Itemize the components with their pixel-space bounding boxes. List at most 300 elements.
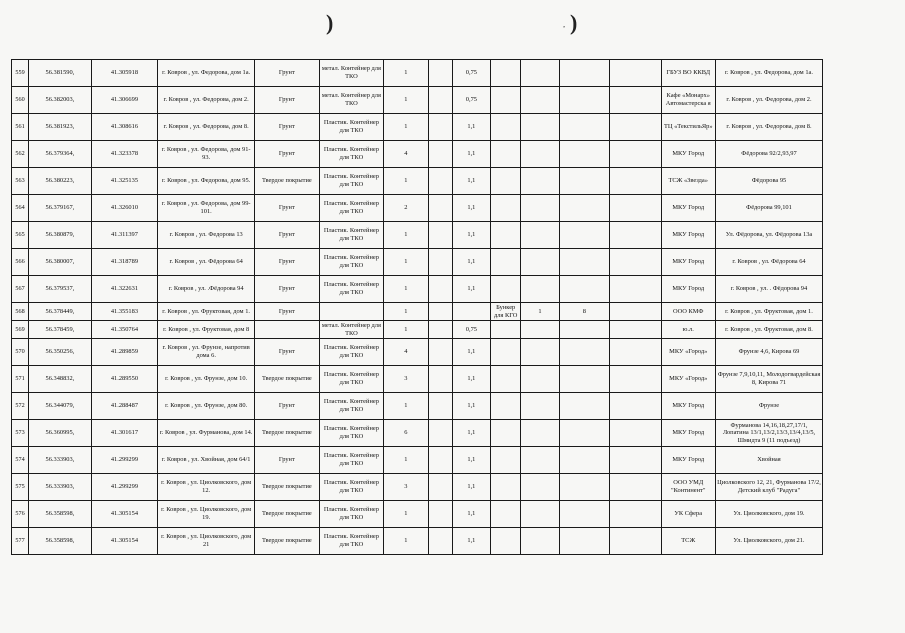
surface-cell: Твердое покрытие [255, 420, 320, 447]
container-type-cell: Пластик. Контейнер для ТКО [319, 393, 384, 420]
container-volume-cell: 1,1 [452, 249, 490, 276]
container-type-cell: Пластик. Контейнер для ТКО [319, 168, 384, 195]
table-row [12, 249, 823, 276]
container-volume-cell: 1,1 [452, 420, 490, 447]
waste-source-cell: Фрунзе 7,9,10,11, Молодогвардейская 8, Кирова 71 [715, 366, 822, 393]
address-cell: г. Ковров , ул. Федорова, дом 91-93. [158, 141, 255, 168]
empty-cell [610, 87, 661, 114]
empty-cell [428, 420, 452, 447]
empty-cell [610, 141, 661, 168]
longitude-cell: 41.299299 [91, 474, 158, 501]
empty-cell [610, 366, 661, 393]
container-volume-cell: 1,1 [452, 528, 490, 555]
owner-cell: ООО УМД "Континент" [661, 474, 715, 501]
surface-cell: Грунт [255, 141, 320, 168]
table-row [12, 87, 823, 114]
longitude-cell: 41.305154 [91, 528, 158, 555]
surface-cell [255, 321, 320, 339]
table-row [12, 168, 823, 195]
scan-mark-right: ) [570, 10, 578, 35]
bunker-type-cell [491, 222, 521, 249]
scan-mark-dot: ’ [563, 26, 565, 32]
container-volume-cell: 0,75 [452, 60, 490, 87]
bunker-count-cell [521, 366, 559, 393]
bunker-count-cell [521, 501, 559, 528]
empty-cell [428, 276, 452, 303]
container-count-cell: 3 [384, 474, 428, 501]
bunker-type-cell [491, 87, 521, 114]
bunker-type-cell [491, 528, 521, 555]
container-volume-cell [452, 303, 490, 321]
longitude-cell: 41.325135 [91, 168, 158, 195]
empty-cell [428, 366, 452, 393]
bunker-volume-cell [559, 168, 609, 195]
container-type-cell: Пластик. Контейнер для ТКО [319, 339, 384, 366]
address-cell: г. Ковров , ул. Фрунзе, дом 10. [158, 366, 255, 393]
table-row [12, 420, 823, 447]
longitude-cell: 41.318789 [91, 249, 158, 276]
latitude-cell: 56.379537, [29, 276, 92, 303]
surface-cell: Грунт [255, 339, 320, 366]
container-volume-cell: 1,1 [452, 276, 490, 303]
latitude-cell: 56.381923, [29, 114, 92, 141]
row-number: 576 [12, 501, 29, 528]
owner-cell: МКУ Город [661, 195, 715, 222]
owner-cell: МКУ Город [661, 276, 715, 303]
waste-source-cell: г. Ковров , ул. Фруктовая, дом 1. [715, 303, 822, 321]
row-number: 567 [12, 276, 29, 303]
bunker-volume-cell [559, 222, 609, 249]
latitude-cell: 56.380007, [29, 249, 92, 276]
container-count-cell: 1 [384, 303, 428, 321]
surface-cell: Грунт [255, 87, 320, 114]
longitude-cell: 41.308616 [91, 114, 158, 141]
waste-source-cell: Фёдорова 92/2,93,97 [715, 141, 822, 168]
empty-cell [610, 60, 661, 87]
latitude-cell: 56.380879, [29, 222, 92, 249]
empty-cell [610, 528, 661, 555]
surface-cell: Грунт [255, 249, 320, 276]
bunker-count-cell [521, 447, 559, 474]
container-volume-cell: 1,1 [452, 447, 490, 474]
empty-cell [610, 474, 661, 501]
table-row [12, 447, 823, 474]
waste-source-cell: Фёдорова 99,101 [715, 195, 822, 222]
empty-cell [610, 303, 661, 321]
bunker-type-cell [491, 276, 521, 303]
container-count-cell: 1 [384, 87, 428, 114]
address-cell: г. Ковров , ул. Федорова, дом 99-101. [158, 195, 255, 222]
empty-cell [610, 447, 661, 474]
container-type-cell: Пластик. Контейнер для ТКО [319, 249, 384, 276]
bunker-volume-cell: 8 [559, 303, 609, 321]
bunker-volume-cell [559, 321, 609, 339]
container-volume-cell: 1,1 [452, 141, 490, 168]
bunker-volume-cell [559, 474, 609, 501]
row-number: 563 [12, 168, 29, 195]
surface-cell: Грунт [255, 276, 320, 303]
address-cell: г. Ковров , ул. Фурманова, дом 14. [158, 420, 255, 447]
latitude-cell: 56.333903, [29, 474, 92, 501]
bunker-count-cell [521, 420, 559, 447]
bunker-volume-cell [559, 528, 609, 555]
owner-cell: ООО КМФ [661, 303, 715, 321]
waste-source-cell: Фёдорова 95 [715, 168, 822, 195]
empty-cell [610, 339, 661, 366]
longitude-cell: 41.299299 [91, 447, 158, 474]
container-type-cell: метал. Контейнер для ТКО [319, 87, 384, 114]
waste-source-cell: Фрунзе 4,6, Кирова 69 [715, 339, 822, 366]
longitude-cell: 41.288487 [91, 393, 158, 420]
bunker-count-cell [521, 276, 559, 303]
container-count-cell: 4 [384, 339, 428, 366]
container-count-cell: 1 [384, 528, 428, 555]
owner-cell: ТСЖ [661, 528, 715, 555]
latitude-cell: 56.378449, [29, 303, 92, 321]
bunker-volume-cell [559, 447, 609, 474]
latitude-cell: 56.344079, [29, 393, 92, 420]
container-volume-cell: 1,1 [452, 501, 490, 528]
latitude-cell: 56.350256, [29, 339, 92, 366]
address-cell: г. Ковров , ул. Фруктовая, дом 1. [158, 303, 255, 321]
latitude-cell: 56.378459, [29, 321, 92, 339]
empty-cell [428, 501, 452, 528]
container-volume-cell: 1,1 [452, 366, 490, 393]
row-number: 570 [12, 339, 29, 366]
container-type-cell: Пластик. Контейнер для ТКО [319, 447, 384, 474]
longitude-cell: 41.326010 [91, 195, 158, 222]
empty-cell [428, 87, 452, 114]
waste-source-cell: Хвойная [715, 447, 822, 474]
bunker-count-cell [521, 114, 559, 141]
bunker-type-cell [491, 141, 521, 168]
bunker-type-cell [491, 249, 521, 276]
waste-source-cell: г. Ковров , ул. Фёдорова 64 [715, 249, 822, 276]
container-volume-cell: 1,1 [452, 195, 490, 222]
longitude-cell: 41.289859 [91, 339, 158, 366]
table-row [12, 276, 823, 303]
bunker-volume-cell [559, 249, 609, 276]
waste-source-cell: Ул. Циолковского, дом 19. [715, 501, 822, 528]
empty-cell [610, 321, 661, 339]
address-cell: г. Ковров , ул. .Фёдорова 94 [158, 276, 255, 303]
waste-source-cell: г. Ковров , ул. Федорова, дом 1а. [715, 60, 822, 87]
surface-cell: Твердое покрытие [255, 168, 320, 195]
address-cell: г. Ковров , ул. Федорова, дом 2. [158, 87, 255, 114]
row-number: 569 [12, 321, 29, 339]
row-number: 575 [12, 474, 29, 501]
row-number: 573 [12, 420, 29, 447]
bunker-count-cell [521, 321, 559, 339]
empty-cell [428, 141, 452, 168]
row-number: 564 [12, 195, 29, 222]
address-cell: г. Ковров , ул. Фёдорова 64 [158, 249, 255, 276]
container-count-cell: 1 [384, 276, 428, 303]
waste-source-cell: Ул. Циолковского, дом 21. [715, 528, 822, 555]
table-row [12, 501, 823, 528]
table-row [12, 474, 823, 501]
bunker-type-cell [491, 114, 521, 141]
empty-cell [610, 501, 661, 528]
waste-source-cell: г. Ковров , ул. . Фёдорова 94 [715, 276, 822, 303]
table-row [12, 366, 823, 393]
surface-cell: Твердое покрытие [255, 474, 320, 501]
longitude-cell: 41.306699 [91, 87, 158, 114]
container-volume-cell: 1,1 [452, 168, 490, 195]
owner-cell: ТСЖ «Звезда» [661, 168, 715, 195]
container-type-cell: Пластик. Контейнер для ТКО [319, 420, 384, 447]
owner-cell: ГБУЗ ВО ККВД [661, 60, 715, 87]
empty-cell [610, 393, 661, 420]
registry-table [11, 59, 823, 555]
row-number: 560 [12, 87, 29, 114]
address-cell: г. Ковров , ул. Федорова, дом 1а. [158, 60, 255, 87]
owner-cell: МКУ Город [661, 222, 715, 249]
bunker-count-cell [521, 222, 559, 249]
container-count-cell: 1 [384, 321, 428, 339]
bunker-volume-cell [559, 114, 609, 141]
container-count-cell: 1 [384, 168, 428, 195]
surface-cell: Твердое покрытие [255, 501, 320, 528]
owner-cell: МКУ Город [661, 249, 715, 276]
address-cell: г. Ковров , ул. Фруктовая, дом 8 [158, 321, 255, 339]
container-volume-cell: 1,1 [452, 393, 490, 420]
owner-cell: ю.л. [661, 321, 715, 339]
bunker-count-cell [521, 141, 559, 168]
bunker-type-cell [491, 195, 521, 222]
container-count-cell: 1 [384, 447, 428, 474]
bunker-count-cell [521, 60, 559, 87]
row-number: 566 [12, 249, 29, 276]
surface-cell: Грунт [255, 303, 320, 321]
bunker-count-cell [521, 393, 559, 420]
address-cell: г. Ковров , ул. Фрунзе, дом 80. [158, 393, 255, 420]
empty-cell [610, 168, 661, 195]
row-number: 577 [12, 528, 29, 555]
bunker-count-cell [521, 87, 559, 114]
waste-source-cell: Фрунзе [715, 393, 822, 420]
bunker-type-cell [491, 501, 521, 528]
container-type-cell: Пластик. Контейнер для ТКО [319, 222, 384, 249]
container-type-cell: Пластик. Контейнер для ТКО [319, 276, 384, 303]
table-row [12, 114, 823, 141]
empty-cell [428, 393, 452, 420]
bunker-count-cell [521, 168, 559, 195]
surface-cell: Грунт [255, 114, 320, 141]
address-cell: г. Ковров , ул. Циолковского, дом 21 [158, 528, 255, 555]
container-volume-cell: 0,75 [452, 87, 490, 114]
empty-cell [428, 528, 452, 555]
longitude-cell: 41.311397 [91, 222, 158, 249]
latitude-cell: 56.358598, [29, 528, 92, 555]
container-type-cell: метал. Контейнер для ТКО [319, 60, 384, 87]
container-count-cell: 1 [384, 222, 428, 249]
owner-cell: МКУ «Город» [661, 366, 715, 393]
bunker-volume-cell [559, 141, 609, 168]
owner-cell: МКУ Город [661, 447, 715, 474]
container-type-cell: Пластик. Контейнер для ТКО [319, 195, 384, 222]
bunker-type-cell [491, 393, 521, 420]
container-count-cell: 4 [384, 141, 428, 168]
container-count-cell: 1 [384, 114, 428, 141]
empty-cell [428, 195, 452, 222]
container-count-cell: 3 [384, 366, 428, 393]
latitude-cell: 56.379364, [29, 141, 92, 168]
container-volume-cell: 0,75 [452, 321, 490, 339]
table-row [12, 393, 823, 420]
longitude-cell: 41.355183 [91, 303, 158, 321]
bunker-type-cell [491, 366, 521, 393]
waste-source-cell: г. Ковров , ул. Федорова, дом 8. [715, 114, 822, 141]
owner-cell: Кафе «Монарх» Автомастерска я [661, 87, 715, 114]
owner-cell: МКУ Город [661, 141, 715, 168]
longitude-cell: 41.305918 [91, 60, 158, 87]
table-row [12, 339, 823, 366]
bunker-volume-cell [559, 276, 609, 303]
row-number: 561 [12, 114, 29, 141]
empty-cell [428, 168, 452, 195]
surface-cell: Грунт [255, 195, 320, 222]
empty-cell [610, 420, 661, 447]
owner-cell: УК Сфера [661, 501, 715, 528]
table-row [12, 141, 823, 168]
latitude-cell: 56.348832, [29, 366, 92, 393]
container-count-cell: 1 [384, 60, 428, 87]
bunker-volume-cell [559, 339, 609, 366]
owner-cell: МКУ Город [661, 420, 715, 447]
empty-cell [428, 339, 452, 366]
container-volume-cell: 1,1 [452, 222, 490, 249]
surface-cell: Твердое покрытие [255, 528, 320, 555]
owner-cell: МКУ Город [661, 393, 715, 420]
container-type-cell [319, 303, 384, 321]
table-row [12, 195, 823, 222]
waste-source-cell: Ул. Фёдорова, ул. Фёдорова 13а [715, 222, 822, 249]
container-volume-cell: 1,1 [452, 474, 490, 501]
latitude-cell: 56.381590, [29, 60, 92, 87]
latitude-cell: 56.333903, [29, 447, 92, 474]
empty-cell [428, 60, 452, 87]
container-count-cell: 2 [384, 195, 428, 222]
empty-cell [610, 195, 661, 222]
waste-source-cell: г. Ковров , ул. Федорова, дом 2. [715, 87, 822, 114]
longitude-cell: 41.301617 [91, 420, 158, 447]
bunker-count-cell: 1 [521, 303, 559, 321]
empty-cell [428, 321, 452, 339]
bunker-type-cell [491, 447, 521, 474]
bunker-volume-cell [559, 195, 609, 222]
bunker-type-cell [491, 420, 521, 447]
row-number: 574 [12, 447, 29, 474]
address-cell: г. Ковров , ул. Фрунзе, напротив дома 6. [158, 339, 255, 366]
surface-cell: Грунт [255, 393, 320, 420]
bunker-type-cell [491, 339, 521, 366]
table-row [12, 60, 823, 87]
container-type-cell: Пластик. Контейнер для ТКО [319, 141, 384, 168]
empty-cell [610, 276, 661, 303]
owner-cell: МКУ «Город» [661, 339, 715, 366]
address-cell: г. Ковров , ул. Федорова, дом 8. [158, 114, 255, 141]
row-number: 568 [12, 303, 29, 321]
empty-cell [428, 222, 452, 249]
latitude-cell: 56.380223, [29, 168, 92, 195]
table-row [12, 222, 823, 249]
empty-cell [610, 114, 661, 141]
address-cell: г. Ковров , ул. Циолковского, дом 12. [158, 474, 255, 501]
bunker-volume-cell [559, 393, 609, 420]
container-type-cell: Пластик. Контейнер для ТКО [319, 114, 384, 141]
address-cell: г. Ковров , ул. Хвойная, дом 64/1 [158, 447, 255, 474]
bunker-type-cell: Бункер для КГО [491, 303, 521, 321]
row-number: 562 [12, 141, 29, 168]
row-number: 572 [12, 393, 29, 420]
row-number: 559 [12, 60, 29, 87]
waste-source-cell: Фурманова 14,16,18,27,17/1, Лопатина 13/1,13/2,13/3,13/4,13/5, Шмидта 9 (11 подъезд) [715, 420, 822, 447]
bunker-count-cell [521, 249, 559, 276]
address-cell: г. Ковров , ул. Циолковского, дом 19. [158, 501, 255, 528]
container-count-cell: 1 [384, 501, 428, 528]
container-count-cell: 6 [384, 420, 428, 447]
surface-cell: Твердое покрытие [255, 366, 320, 393]
container-type-cell: Пластик. Контейнер для ТКО [319, 528, 384, 555]
bunker-type-cell [491, 474, 521, 501]
longitude-cell: 41.350764 [91, 321, 158, 339]
address-cell: г. Ковров , ул. Федорова 13 [158, 222, 255, 249]
table-row [12, 303, 823, 321]
longitude-cell: 41.323378 [91, 141, 158, 168]
empty-cell [610, 249, 661, 276]
row-number: 571 [12, 366, 29, 393]
container-type-cell: Пластик. Контейнер для ТКО [319, 366, 384, 393]
empty-cell [428, 114, 452, 141]
row-number: 565 [12, 222, 29, 249]
longitude-cell: 41.305154 [91, 501, 158, 528]
bunker-count-cell [521, 339, 559, 366]
table-row [12, 528, 823, 555]
latitude-cell: 56.360995, [29, 420, 92, 447]
empty-cell [428, 474, 452, 501]
bunker-volume-cell [559, 60, 609, 87]
owner-cell: ТЦ «ТекстильЯр» [661, 114, 715, 141]
bunker-count-cell [521, 195, 559, 222]
container-volume-cell: 1,1 [452, 114, 490, 141]
bunker-type-cell [491, 168, 521, 195]
container-volume-cell: 1,1 [452, 339, 490, 366]
empty-cell [428, 303, 452, 321]
scan-mark-left: ) [326, 10, 334, 35]
empty-cell [610, 222, 661, 249]
container-count-cell: 1 [384, 393, 428, 420]
bunker-type-cell [491, 60, 521, 87]
surface-cell: Грунт [255, 222, 320, 249]
address-cell: г. Ковров , ул. Федорова, дом 95. [158, 168, 255, 195]
table-row [12, 321, 823, 339]
bunker-type-cell [491, 321, 521, 339]
bunker-volume-cell [559, 87, 609, 114]
container-type-cell: Пластик. Контейнер для ТКО [319, 501, 384, 528]
longitude-cell: 41.289550 [91, 366, 158, 393]
bunker-count-cell [521, 528, 559, 555]
bunker-volume-cell [559, 501, 609, 528]
bunker-count-cell [521, 474, 559, 501]
longitude-cell: 41.322631 [91, 276, 158, 303]
bunker-volume-cell [559, 366, 609, 393]
container-type-cell: метал. Контейнер для ТКО [319, 321, 384, 339]
latitude-cell: 56.379167, [29, 195, 92, 222]
waste-source-cell: г. Ковров , ул. Фруктовая, дом 8. [715, 321, 822, 339]
surface-cell: Грунт [255, 447, 320, 474]
waste-source-cell: Циолковского 12, 21, Фурманова 17/2, Детский клуб "Радуга" [715, 474, 822, 501]
